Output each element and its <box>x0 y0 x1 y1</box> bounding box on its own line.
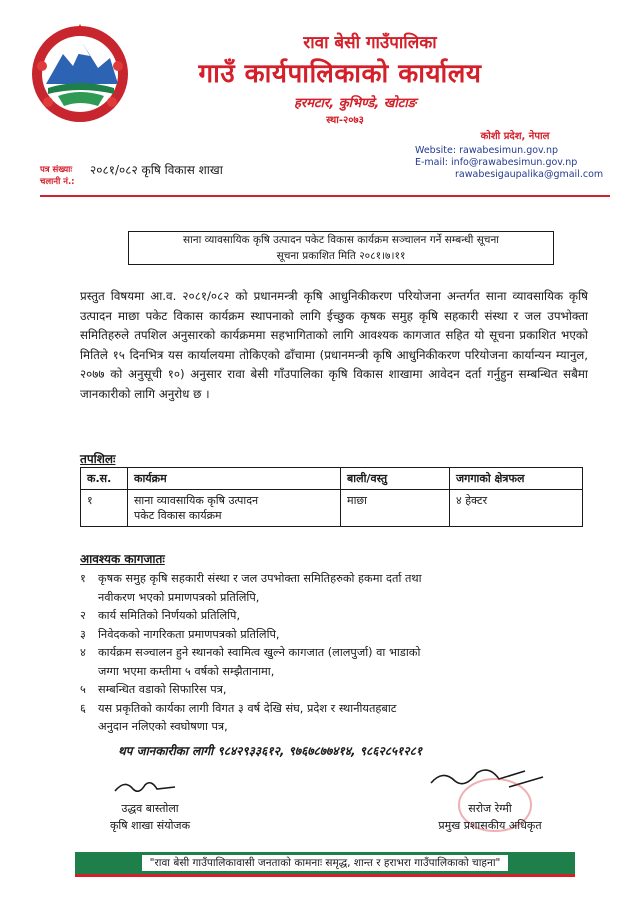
details-table <box>80 467 583 527</box>
header-area: जगगाको क्षेत्रफल <box>450 468 583 490</box>
email-link-1[interactable]: info@rawabesimun.gov.np <box>451 157 578 168</box>
item-number: ३ <box>80 627 86 641</box>
item-number: ५ <box>80 683 86 696</box>
signer-right-name: सरोज रेग्मी <box>468 802 512 815</box>
table-header-row <box>81 468 583 490</box>
item-number: २ <box>80 609 86 622</box>
requirements-title: आवश्यक कागजातः <box>80 552 165 566</box>
header-sn: क.स. <box>81 468 128 490</box>
signer-left-name: उद्धव बास्तोला <box>121 802 179 815</box>
office-name: गाउँ कार्यपालिकाको कार्यालय <box>198 59 482 89</box>
signature-left-icon <box>105 777 215 797</box>
item-text-continued: नवीकरण भएको प्रमाणपत्रको प्रतिलिपि, <box>98 590 260 604</box>
program-line-2: पकेट विकास कार्यक्रम <box>134 509 222 522</box>
office-address: हरमटार, कुभिण्डे, खोटाङ <box>294 96 416 111</box>
item-text: कार्य समितिको निर्णयको प्रतिलिपि, <box>98 609 241 622</box>
notice-paragraph: प्रस्तुत विषयमा आ.व. २०८१/०८२ को प्रधानमन्त्री कृषि आधुनिकीकरण परियोजना अन्तर्गत साना व्यावसायिक कृषि उत्पादन माछा पकेट विकास कार्यक्रम स्थापनाको लागि ईच्छुक कृषक समुह कृषि सहकारी संस्था र जल उपभोक्ता समितिहरुले तपशिल अनुसारको कार्यक्रममा सहभागिताको लागि आवश्यक कागजात सहित यो सूचना प्रकाशित भएको मितिले १५ दिनभित्र यस कार्यालयमा तोकिएको ढाँचामा (प्रधानमन्त्री कृषि आधुनिकीकरण परियोजना कार्यान्यन म्यानुल, २०७७ को अनुसूची १०) अनुसार रावा बेसी गाँउपालिका कृषि विकास शाखामा आवेदन दर्ता गर्नुहुन सम्बन्धित सबैमा जानकारीको लागि अनुरोध छ । <box>80 289 588 401</box>
table-row <box>81 490 583 527</box>
item-text: निवेदकको नागरिकता प्रमाणपत्रको प्रतिलिपि, <box>98 627 280 641</box>
established-year: स्था-२०७३ <box>326 115 364 126</box>
cell-crop: माछा <box>341 490 450 527</box>
program-line-1: साना व्यावसायिक कृषि उत्पादन <box>134 494 259 507</box>
list-item <box>80 607 590 626</box>
municipality-name: रावा बेसी गाउँपालिका <box>303 33 437 53</box>
requirements-list <box>80 570 590 737</box>
item-number: ४ <box>80 646 86 659</box>
footer-banner <box>75 852 575 877</box>
footer-slogan: "रावा बेसी गाउँपालिकावासी जनताको कामनाः समृद्ध, शान्त र हराभरा गाउँपालिकाको चाहना" <box>142 855 509 871</box>
reference-labels <box>40 164 75 188</box>
item-text-continued: अनुदान नलिएको स्वघोषणा पत्र, <box>98 720 228 733</box>
contact-numbers: थप जानकारीका लागी ९८४२९३३६१२, ९७६७८७७४१४, ९८६२८५१२८१ <box>118 744 423 758</box>
item-text: कृषक समुह कृषि सहकारी संस्था र जल उपभोक्ता समितिहरुको हकमा दर्ता तथा <box>98 572 422 585</box>
email-link-2[interactable]: rawabesigaupalika@gmail.com <box>455 169 604 180</box>
dispatch-number-label: चलानी नं.: <box>40 177 75 187</box>
cell-sn: १ <box>81 490 128 527</box>
notice-title: साना व्यावसायिक कृषि उत्पादन पकेट विकास कार्यक्रम सञ्चालन गर्ने सम्बन्धी सूचना <box>182 234 500 246</box>
list-item <box>80 626 590 645</box>
header-program: कार्यक्रम <box>128 468 341 490</box>
item-text: सम्बन्धित वडाको सिफारिस पत्र, <box>98 683 227 696</box>
letter-number-label: पत्र संख्याः <box>40 165 73 175</box>
email-label: E-mail: <box>415 157 448 168</box>
list-item <box>80 700 590 737</box>
item-number: ६ <box>80 701 86 715</box>
notice-title-box <box>128 231 554 265</box>
website-link[interactable]: rawabesimun.gov.np <box>459 145 559 156</box>
website-label: Website: <box>415 145 457 156</box>
list-item <box>80 570 590 607</box>
item-text: कार्यक्रम सञ्चालन हुने स्थानको स्वामित्व खुल्ने कागजात (लालपुर्जा) वा भाडाको <box>98 646 421 659</box>
list-item <box>80 644 590 681</box>
cell-program <box>128 490 341 527</box>
reference-value: २०८१/०८२ कृषि विकास शाखा <box>90 163 223 177</box>
signer-right-role: प्रमुख प्रशासकीय अधिकृत <box>438 819 542 832</box>
item-text-continued: जग्गा भएमा कम्तीमा ५ वर्षको सम्झैतानामा, <box>98 664 275 678</box>
item-number: १ <box>80 572 86 585</box>
municipality-emblem-icon <box>28 22 132 126</box>
item-text: यस प्रकृतिको कार्यका लागी विगत ३ वर्ष देखि संघ, प्रदेश र स्थानीयतहबाट <box>98 701 397 715</box>
cell-area: ४ हेक्टर <box>450 490 583 527</box>
signer-left-role: कृषि शाखा संयोजक <box>109 819 191 832</box>
header-divider <box>40 195 610 197</box>
province-label: कोशी प्रदेश, नेपाल <box>480 131 550 142</box>
notice-date: सूचना प्रकाशित मिति २०८१।७।११ <box>276 250 406 262</box>
list-item <box>80 681 590 700</box>
contact-block <box>415 145 630 181</box>
header-crop: बाली/वस्तु <box>341 468 450 490</box>
table-title: तपशिलः <box>80 452 116 466</box>
